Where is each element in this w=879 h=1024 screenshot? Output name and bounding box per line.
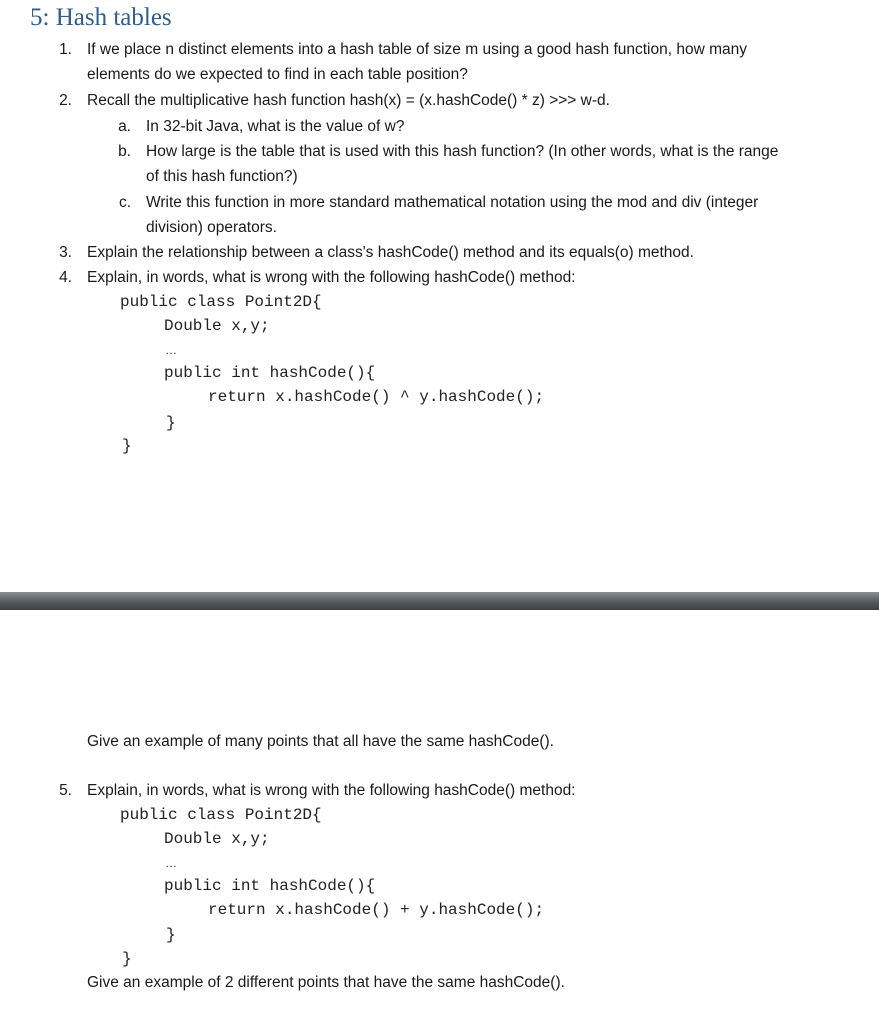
q5-code-ellipsis: …: [165, 856, 177, 870]
q4-followup: Give an example of many points that all have the same hashCode().: [87, 733, 554, 750]
q1-text-line1: If we place n distinct elements into a hash table of size m using a good hash function, how many: [87, 41, 747, 58]
q3-number: 3.: [59, 244, 72, 261]
q4-code-class-decl: public class Point2D{: [120, 293, 322, 311]
q5-code-class-close: }: [122, 950, 132, 968]
q5-number: 5.: [59, 782, 72, 799]
q4-code-method-decl: public int hashCode(){: [164, 364, 376, 382]
q5-code-method-decl: public int hashCode(){: [164, 877, 376, 895]
q2b-text-line1: How large is the table that is used with this hash function? (In other words, what is the range: [146, 143, 779, 160]
q4-number: 4.: [59, 269, 72, 286]
q4-code-ellipsis: …: [165, 343, 177, 357]
q2-text: Recall the multiplicative hash function hash(x) = (x.hashCode() * z) >>> w-d.: [87, 92, 610, 109]
q5-code-method-close: }: [166, 926, 176, 944]
q1-text-line2: elements do we expected to find in each table position?: [87, 66, 468, 83]
q2a-label: a.: [118, 118, 131, 135]
q4-code-return: return x.hashCode() ^ y.hashCode();: [208, 388, 545, 406]
q2c-text-line2: division) operators.: [146, 219, 277, 236]
q2b-text-line2: of this hash function?): [146, 168, 298, 185]
q2c-text-line1: Write this function in more standard mathematical notation using the mod and div (integer: [146, 194, 759, 211]
page-title: 5: Hash tables: [30, 4, 172, 31]
q3-text: Explain the relationship between a class's hashCode() method and its equals(o) method.: [87, 244, 694, 261]
q4-code-class-close: }: [122, 437, 132, 455]
page-divider: [0, 592, 879, 610]
q4-text: Explain, in words, what is wrong with the following hashCode() method:: [87, 269, 576, 286]
q5-code-fields: Double x,y;: [164, 830, 270, 848]
q2b-label: b.: [118, 143, 131, 160]
q1-number: 1.: [59, 41, 72, 58]
q2c-label: c.: [118, 194, 131, 211]
q5-code-return: return x.hashCode() + y.hashCode();: [208, 901, 545, 919]
q5-followup: Give an example of 2 different points that have the same hashCode().: [87, 974, 565, 991]
q2a-text: In 32-bit Java, what is the value of w?: [146, 118, 405, 135]
q5-code-class-decl: public class Point2D{: [120, 806, 322, 824]
q5-text: Explain, in words, what is wrong with the following hashCode() method:: [87, 782, 576, 799]
q2-number: 2.: [59, 92, 72, 109]
q4-code-method-close: }: [166, 414, 176, 432]
q4-code-fields: Double x,y;: [164, 317, 270, 335]
